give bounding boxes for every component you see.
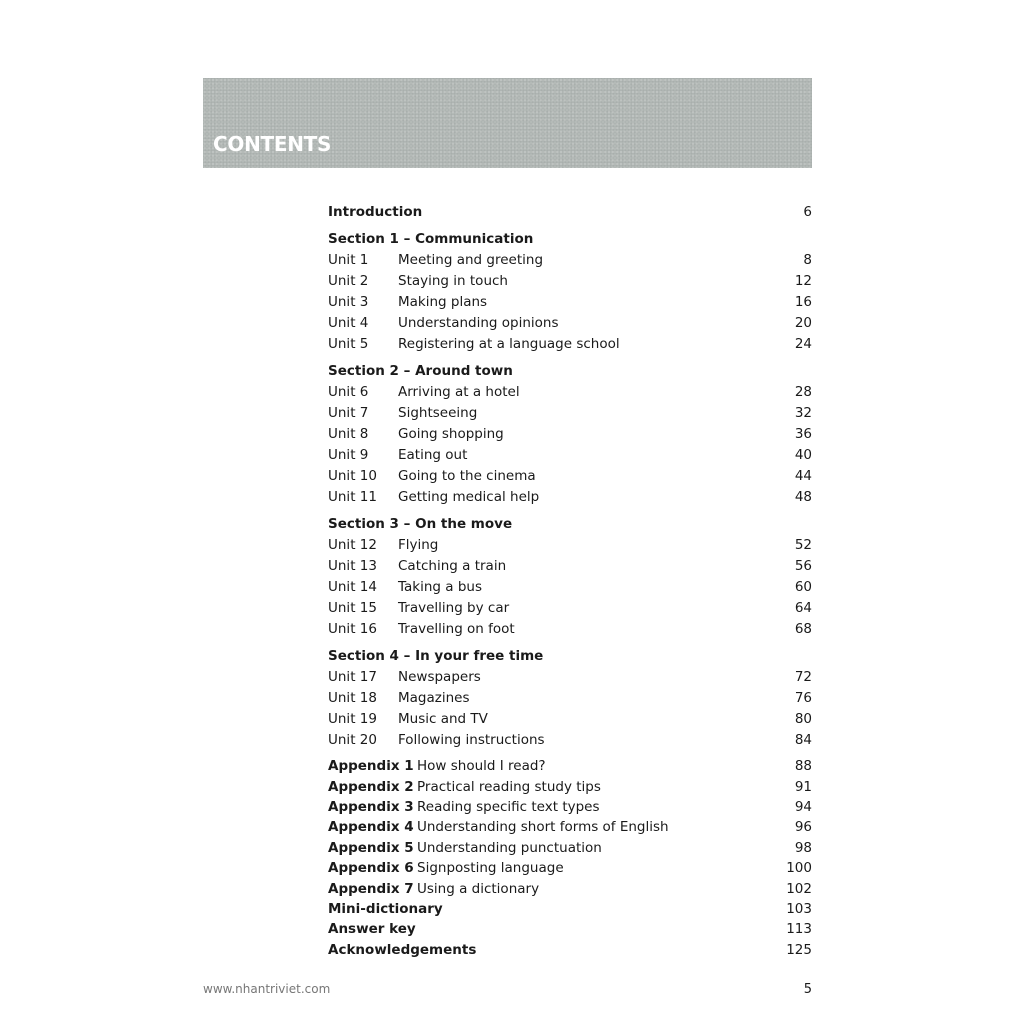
toc-unit-row — [328, 312, 812, 333]
toc-unit-number: Unit 3 — [328, 293, 369, 310]
contents-banner — [203, 78, 812, 168]
toc-appendix-number: Appendix 2 — [328, 778, 414, 795]
toc-unit-page: 48 — [794, 488, 812, 505]
toc-section-heading: Section 2 – Around town — [328, 362, 513, 379]
toc-unit-page: 44 — [794, 467, 812, 484]
toc-intro-label: Introduction — [328, 203, 423, 220]
toc-unit-number: Unit 14 — [328, 578, 377, 595]
toc-unit-row — [328, 291, 812, 312]
toc-appendix-row — [328, 776, 812, 796]
toc-unit-number: Unit 10 — [328, 467, 377, 484]
toc-unit-title: Arriving at a hotel — [398, 383, 520, 400]
toc-unit-page: 68 — [794, 620, 812, 637]
toc-unit-page: 32 — [794, 404, 812, 421]
toc-back-matter-page: 125 — [786, 941, 812, 958]
toc-back-matter-row — [328, 940, 812, 960]
toc-unit-number: Unit 13 — [328, 557, 377, 574]
toc-appendix-page: 96 — [794, 819, 812, 836]
toc-back-matter-label: Answer key — [328, 921, 416, 938]
toc-unit-row — [328, 534, 812, 555]
toc-unit-page: 64 — [794, 599, 812, 616]
toc-unit-number: Unit 17 — [328, 668, 377, 685]
toc-unit-row — [328, 249, 812, 270]
toc-back-matter-label: Acknowledgements — [328, 941, 477, 958]
toc-unit-title: Getting medical help — [398, 488, 540, 505]
toc-section-heading: Section 1 – Communication — [328, 230, 534, 247]
toc-appendix-title: Practical reading study tips — [417, 778, 601, 795]
toc-unit-title: Flying — [398, 536, 439, 553]
toc-unit-title: Travelling on foot — [398, 620, 515, 637]
toc-appendix-title: Reading specific text types — [417, 798, 600, 815]
toc-unit-page: 24 — [794, 335, 812, 352]
toc-unit-page: 28 — [794, 383, 812, 400]
toc-unit-page: 8 — [803, 251, 812, 268]
toc-unit-row — [328, 381, 812, 402]
toc-unit-row — [328, 666, 812, 687]
toc-introduction — [328, 201, 812, 222]
toc-unit-row — [328, 576, 812, 597]
toc-unit-number: Unit 4 — [328, 314, 369, 331]
toc-appendix-row — [328, 797, 812, 817]
toc-back-matter-page: 113 — [786, 921, 812, 938]
toc-intro-page: 6 — [803, 203, 812, 220]
toc-unit-title: Staying in touch — [398, 272, 508, 289]
toc-unit-title: Going shopping — [398, 425, 504, 442]
toc-unit-title: Eating out — [398, 446, 468, 463]
toc-appendix-row — [328, 858, 812, 878]
toc-appendix-row — [328, 838, 812, 858]
toc-unit-number: Unit 8 — [328, 425, 369, 442]
toc-appendices — [328, 756, 812, 960]
toc-unit-number: Unit 5 — [328, 335, 369, 352]
toc-unit-number: Unit 1 — [328, 251, 369, 268]
toc-unit-page: 76 — [794, 689, 812, 706]
toc-unit-title: Meeting and greeting — [398, 251, 544, 268]
page-title: CONTENTS — [213, 132, 332, 156]
toc-section-heading: Section 4 – In your free time — [328, 647, 544, 664]
toc-unit-page: 72 — [794, 668, 812, 685]
toc-appendix-title: Understanding punctuation — [417, 839, 602, 856]
toc-unit-page: 60 — [794, 578, 812, 595]
toc-unit-title: Making plans — [398, 293, 488, 310]
toc-unit-page: 36 — [794, 425, 812, 442]
toc-appendix-title: Using a dictionary — [417, 880, 540, 897]
toc-back-matter-label: Mini-dictionary — [328, 900, 443, 917]
toc-unit-row — [328, 729, 812, 750]
toc-unit-number: Unit 16 — [328, 620, 377, 637]
toc-appendix-title: How should I read? — [417, 758, 546, 775]
toc-appendix-page: 88 — [794, 758, 812, 775]
toc-unit-page: 40 — [794, 446, 812, 463]
toc-appendix-number: Appendix 3 — [328, 798, 414, 815]
toc-unit-page: 80 — [794, 710, 812, 727]
toc-appendix-row — [328, 878, 812, 898]
toc-appendix-title: Understanding short forms of English — [417, 819, 669, 836]
toc-appendix-page: 102 — [786, 880, 812, 897]
toc-unit-row — [328, 618, 812, 639]
toc-unit-title: Catching a train — [398, 557, 507, 574]
toc-back-matter-page: 103 — [786, 900, 812, 917]
toc-unit-row — [328, 708, 812, 729]
toc-appendix-row — [328, 817, 812, 837]
toc-unit-page: 12 — [794, 272, 812, 289]
toc-appendix-page: 98 — [794, 839, 812, 856]
toc-unit-page: 84 — [794, 731, 812, 748]
toc-appendix-number: Appendix 4 — [328, 819, 414, 836]
toc-unit-row — [328, 597, 812, 618]
toc-unit-page: 56 — [794, 557, 812, 574]
toc-unit-title: Going to the cinema — [398, 467, 536, 484]
toc-appendix-page: 94 — [794, 798, 812, 815]
toc-unit-number: Unit 2 — [328, 272, 369, 289]
toc-unit-title: Music and TV — [398, 710, 488, 727]
footer-page-number: 5 — [803, 982, 812, 997]
toc-appendix-page: 91 — [794, 778, 812, 795]
toc-unit-row — [328, 555, 812, 576]
toc-unit-number: Unit 9 — [328, 446, 369, 463]
toc-unit-row — [328, 486, 812, 507]
toc-unit-number: Unit 19 — [328, 710, 377, 727]
toc-unit-title: Understanding opinions — [398, 314, 559, 331]
toc-unit-row — [328, 333, 812, 354]
toc-unit-title: Registering at a language school — [398, 335, 620, 352]
toc-unit-row — [328, 423, 812, 444]
toc-unit-row — [328, 465, 812, 486]
toc-appendix-title: Signposting language — [417, 860, 564, 877]
toc-unit-title: Sightseeing — [398, 404, 478, 421]
toc-unit-row — [328, 687, 812, 708]
toc-unit-number: Unit 12 — [328, 536, 377, 553]
toc-unit-number: Unit 20 — [328, 731, 377, 748]
toc-unit-number: Unit 15 — [328, 599, 377, 616]
toc-appendix-number: Appendix 1 — [328, 758, 414, 775]
toc-appendix-row — [328, 756, 812, 776]
toc-unit-row — [328, 444, 812, 465]
toc-appendix-number: Appendix 5 — [328, 839, 414, 856]
toc-unit-page: 20 — [794, 314, 812, 331]
toc-unit-title: Taking a bus — [398, 578, 482, 595]
footer-url: www.nhantriviet.com — [203, 982, 331, 996]
toc-unit-title: Travelling by car — [398, 599, 510, 616]
toc-unit-page: 52 — [794, 536, 812, 553]
toc-back-matter-row — [328, 899, 812, 919]
toc-unit-number: Unit 18 — [328, 689, 377, 706]
toc-unit-number: Unit 6 — [328, 383, 369, 400]
toc-section-heading: Section 3 – On the move — [328, 515, 513, 532]
toc-unit-row — [328, 270, 812, 291]
toc-unit-title: Newspapers — [398, 668, 481, 685]
toc-appendix-number: Appendix 6 — [328, 860, 414, 877]
toc-unit-number: Unit 11 — [328, 488, 377, 505]
toc-unit-page: 16 — [794, 293, 812, 310]
toc-appendix-number: Appendix 7 — [328, 880, 414, 897]
toc-appendix-page: 100 — [786, 860, 812, 877]
toc-unit-row — [328, 402, 812, 423]
table-of-contents — [328, 201, 812, 960]
toc-back-matter-row — [328, 919, 812, 939]
toc-unit-title: Magazines — [398, 689, 470, 706]
toc-unit-title: Following instructions — [398, 731, 545, 748]
toc-unit-number: Unit 7 — [328, 404, 369, 421]
